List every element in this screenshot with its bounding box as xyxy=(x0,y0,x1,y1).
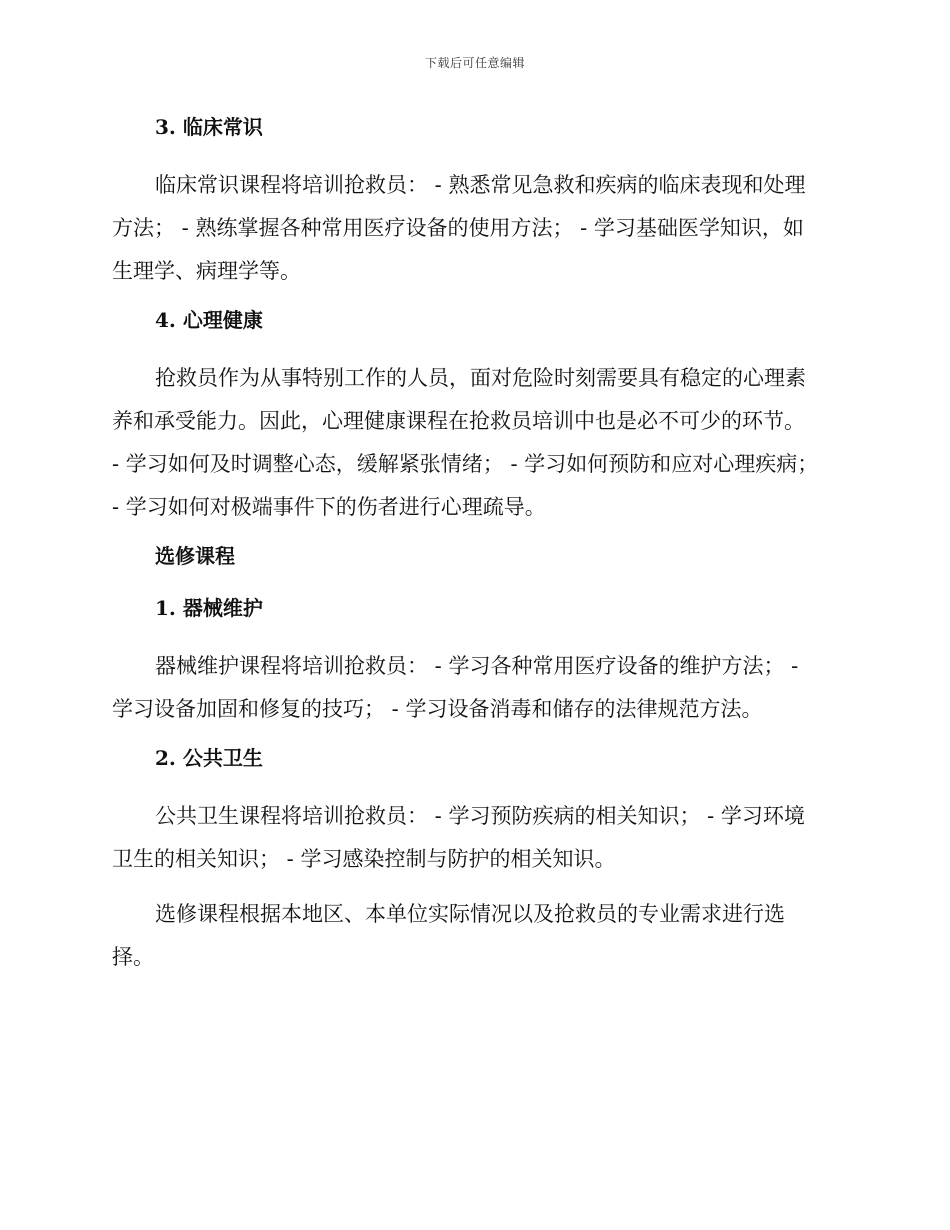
text-line: - 学习如何及时调整心态，缓解紧张情绪； - 学习如何预防和应对心理疾病； xyxy=(112,452,819,476)
text-line: 方法； - 熟练掌握各种常用医疗设备的使用方法； - 学习基础医学知识，如 xyxy=(112,216,804,240)
text-line: 临床常识课程将培训抢救员： - 熟悉常见急救和疾病的临床表现和处理 xyxy=(155,173,806,197)
paragraph-clinical xyxy=(112,164,834,293)
document-body xyxy=(112,112,834,989)
section-heading-mental-health: 4. 心理健康 xyxy=(155,308,263,332)
text-line: 卫生的相关知识； - 学习感染控制与防护的相关知识。 xyxy=(112,847,616,871)
text-line: 公共卫生课程将培训抢救员： - 学习预防疾病的相关知识； - 学习环境 xyxy=(155,804,805,828)
paragraph-equipment xyxy=(112,645,834,731)
text-line: 养和承受能力。因此，心理健康课程在抢救员培训中也是必不可少的环节。 xyxy=(112,409,805,433)
section-heading-public-health: 2. 公共卫生 xyxy=(155,746,263,770)
text-line: 生理学、病理学等。 xyxy=(112,259,301,283)
text-line: 择。 xyxy=(112,945,154,969)
text-line: - 学习如何对极端事件下的伤者进行心理疏导。 xyxy=(112,495,546,519)
page-header: 下载后可任意编辑 xyxy=(424,56,525,70)
text-line: 抢救员作为从事特别工作的人员，面对危险时刻需要具有稳定的心理素 xyxy=(155,366,806,390)
section-heading-clinical: 3. 临床常识 xyxy=(155,115,263,139)
text-line: 学习设备加固和修复的技巧； - 学习设备消毒和储存的法律规范方法。 xyxy=(112,697,763,721)
paragraph-public-health xyxy=(112,795,834,881)
paragraph-mental-health xyxy=(112,357,834,529)
section-heading-elective: 选修课程 xyxy=(155,544,235,568)
section-heading-equipment: 1. 器械维护 xyxy=(155,596,263,620)
text-line: 器械维护课程将培训抢救员： - 学习各种常用医疗设备的维护方法； - xyxy=(155,654,799,678)
paragraph-closing xyxy=(112,893,834,979)
text-line: 选修课程根据本地区、本单位实际情况以及抢救员的专业需求进行选 xyxy=(155,902,785,926)
